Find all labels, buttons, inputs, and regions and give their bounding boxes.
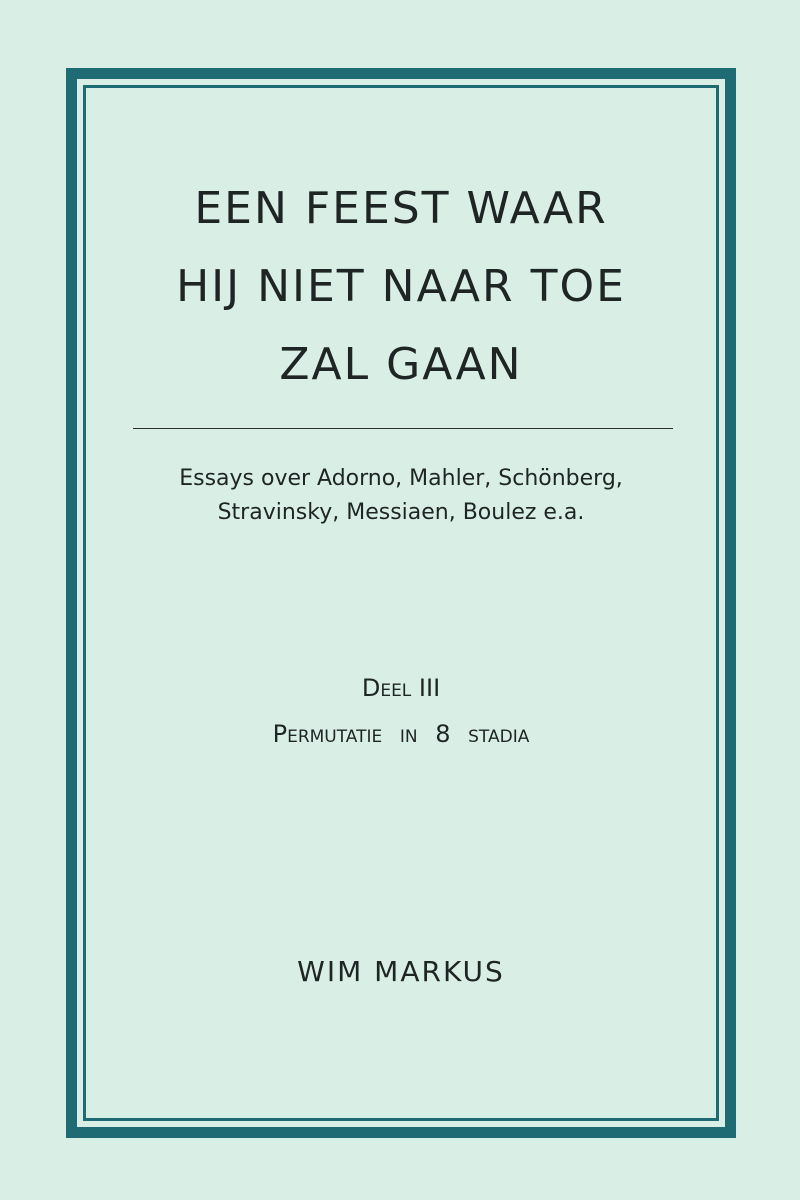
title-divider (133, 428, 673, 429)
book-title (66, 170, 736, 404)
volume-subtitle: Permutatie in 8 stadia (272, 720, 530, 748)
book-title-line-2: HIJ NIET NAAR TOE (176, 261, 626, 312)
book-title-line-3: ZAL GAAN (279, 339, 523, 390)
volume-label: Deel III (361, 674, 441, 702)
book-subtitle-line-1: Essays over Adorno, Mahler, Schönberg, (179, 466, 623, 491)
book-subtitle (66, 462, 736, 530)
book-title-line-1: EEN FEEST WAAR (194, 183, 608, 234)
book-subtitle-line-2: Stravinsky, Messiaen, Boulez e.a. (217, 500, 585, 525)
author-name: WIM MARKUS (297, 955, 505, 988)
